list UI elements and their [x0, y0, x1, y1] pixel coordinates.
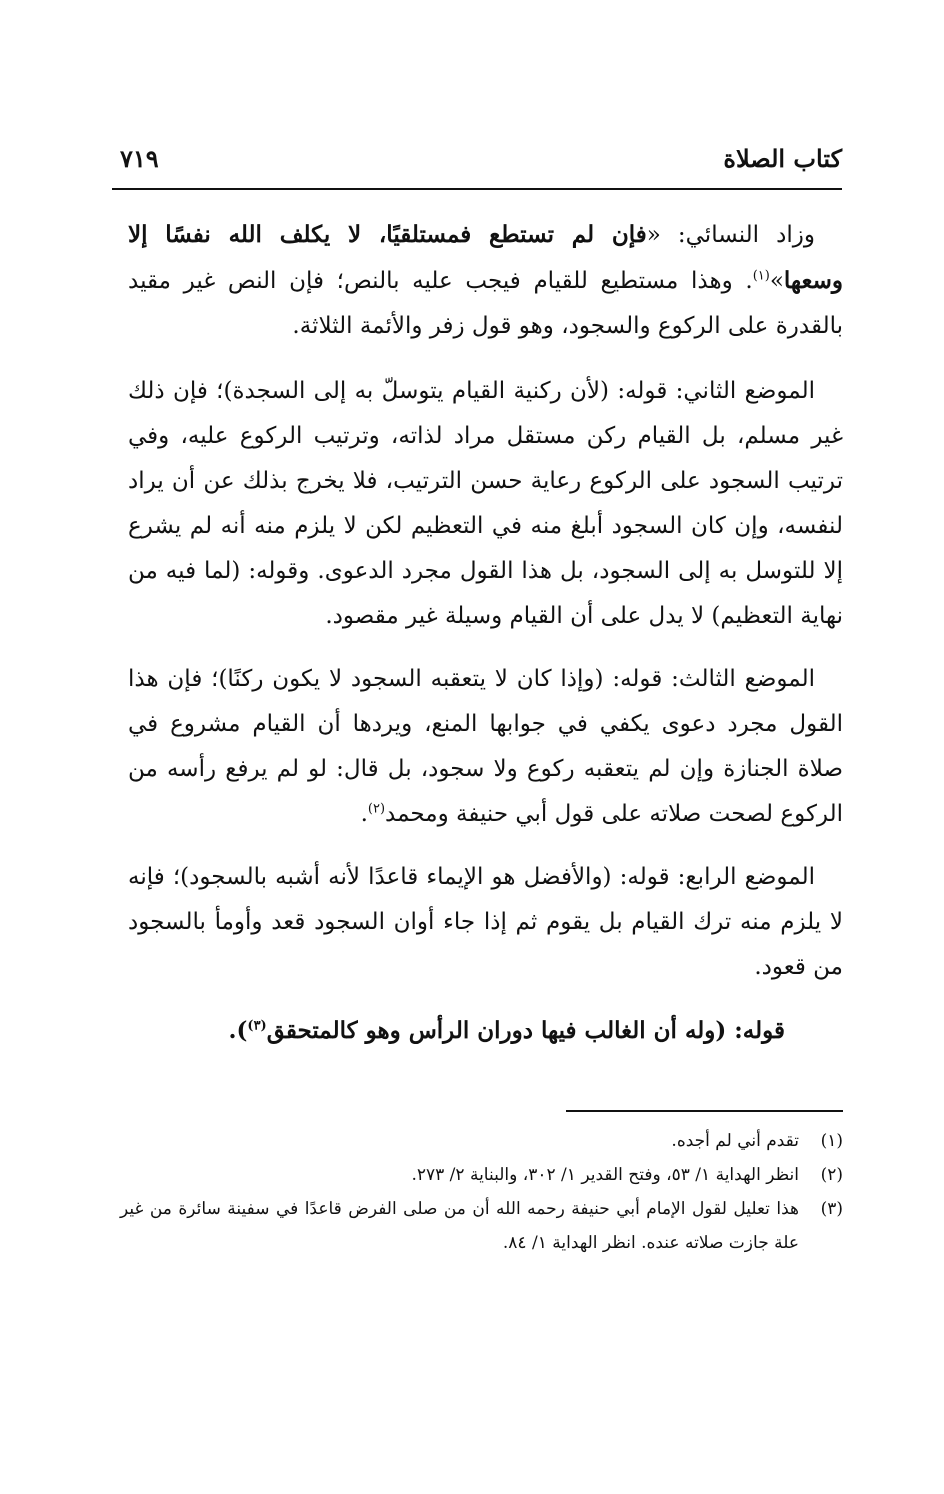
- book-title: كتاب الصلاة: [723, 144, 842, 173]
- paragraph-5-tail: ).: [228, 1017, 248, 1044]
- paragraph-3-text: الموضع الثالث: قوله: (وإذا كان لا يتعقبه السجود لا يكون ركنًا)؛ فإن هذا القول مجرد دعوى يكفي في جوابها المنع، ويردها أن القيام مشروع في صلاة الجنازة وإن لم يتعقبه ركوع ولا سجود، بل قال: لو لم يرفع رأسه من الركوع لصحت صلاته على قول أبي حنيفة ومحمد: [128, 666, 843, 827]
- paragraph-2: الموضع الثاني: قوله: (لأن ركنية القيام يتوسلّ به إلى السجدة)؛ فإن ذلك غير مسلم، بل القيام ركن مستقل مراد لذاته، وترتيب الركوع عليه، وفي ترتيب السجود على الركوع رعاية حسن الترتيب، فلا يخرج بذلك عن أن يراد لنفسه، وإن كان السجود أبلغ منه في التعظيم لكن لا يلزم منه أنه لم يشرع إلا للتوسل به إلى السجود، بل هذا القول مجرد الدعوى. وقوله: (لما فيه من نهاية التعظيم) لا يدل على أن القيام وسيلة غير مقصود.: [128, 378, 843, 629]
- footnote-ref-3: (٣): [247, 1018, 267, 1034]
- footnote-number: (٢): [820, 1165, 843, 1185]
- footnote-text: انظر الهداية ١/ ٥٣، وفتح القدير ١/ ٣٠٢، والبناية ٢/ ٢٧٣.: [411, 1165, 799, 1185]
- footnotes: [120, 1124, 843, 1260]
- running-header: [112, 138, 842, 190]
- footnote-text: هذا تعليل لقول الإمام أبي حنيفة رحمه الله أن من صلى الفرض قاعدًا في سفينة سائرة من غير علة جازت صلاته عنده. انظر الهداية ١/ ٨٤.: [120, 1199, 799, 1253]
- footnote-text: تقدم أني لم أجده.: [671, 1131, 799, 1151]
- footnote-divider: [566, 1110, 843, 1112]
- footnote-1: [120, 1124, 843, 1158]
- paragraph-1: [128, 212, 843, 349]
- paragraph-3-tail: .: [360, 801, 368, 827]
- paragraph-3: [128, 657, 843, 837]
- footnote-ref-2: (٢): [367, 801, 386, 817]
- quoted-hadith: فإن لم تستطع فمستلقيًا، لا يكلف الله نفسًا إلا وسعها: [128, 221, 843, 294]
- footnote-number: (٣): [820, 1199, 843, 1219]
- paragraph-1-tail: . وهذا مستطيع للقيام فيجب عليه بالنص؛ فإن النص غير مقيد بالقدرة على الركوع والسجود، وهو قول زفر والأئمة الثلاثة.: [128, 268, 843, 339]
- paragraph-4: الموضع الرابع: قوله: (والأفضل هو الإيماء قاعدًا لأنه أشبه بالسجود)؛ فإنه لا يلزم منه ترك القيام بل يقوم ثم إذا جاء أوان السجود قعد وأومأ بالسجود من قعود.: [128, 864, 843, 980]
- footnote-number: (١): [820, 1131, 843, 1151]
- footnote-3: [120, 1192, 843, 1260]
- main-text: [128, 212, 843, 1053]
- page-number: ٧١٩: [120, 144, 159, 173]
- footnote-ref-1: (١): [752, 268, 770, 284]
- paragraph-5: [128, 1008, 843, 1053]
- footnote-2: [120, 1158, 843, 1192]
- paragraph-1-lead: وزاد النسائي: «: [646, 222, 815, 248]
- quote-close: »: [769, 268, 784, 294]
- paragraph-5-lead: قوله: (وله أن الغالب فيها دوران الرأس وهو كالمتحقق: [266, 1017, 785, 1044]
